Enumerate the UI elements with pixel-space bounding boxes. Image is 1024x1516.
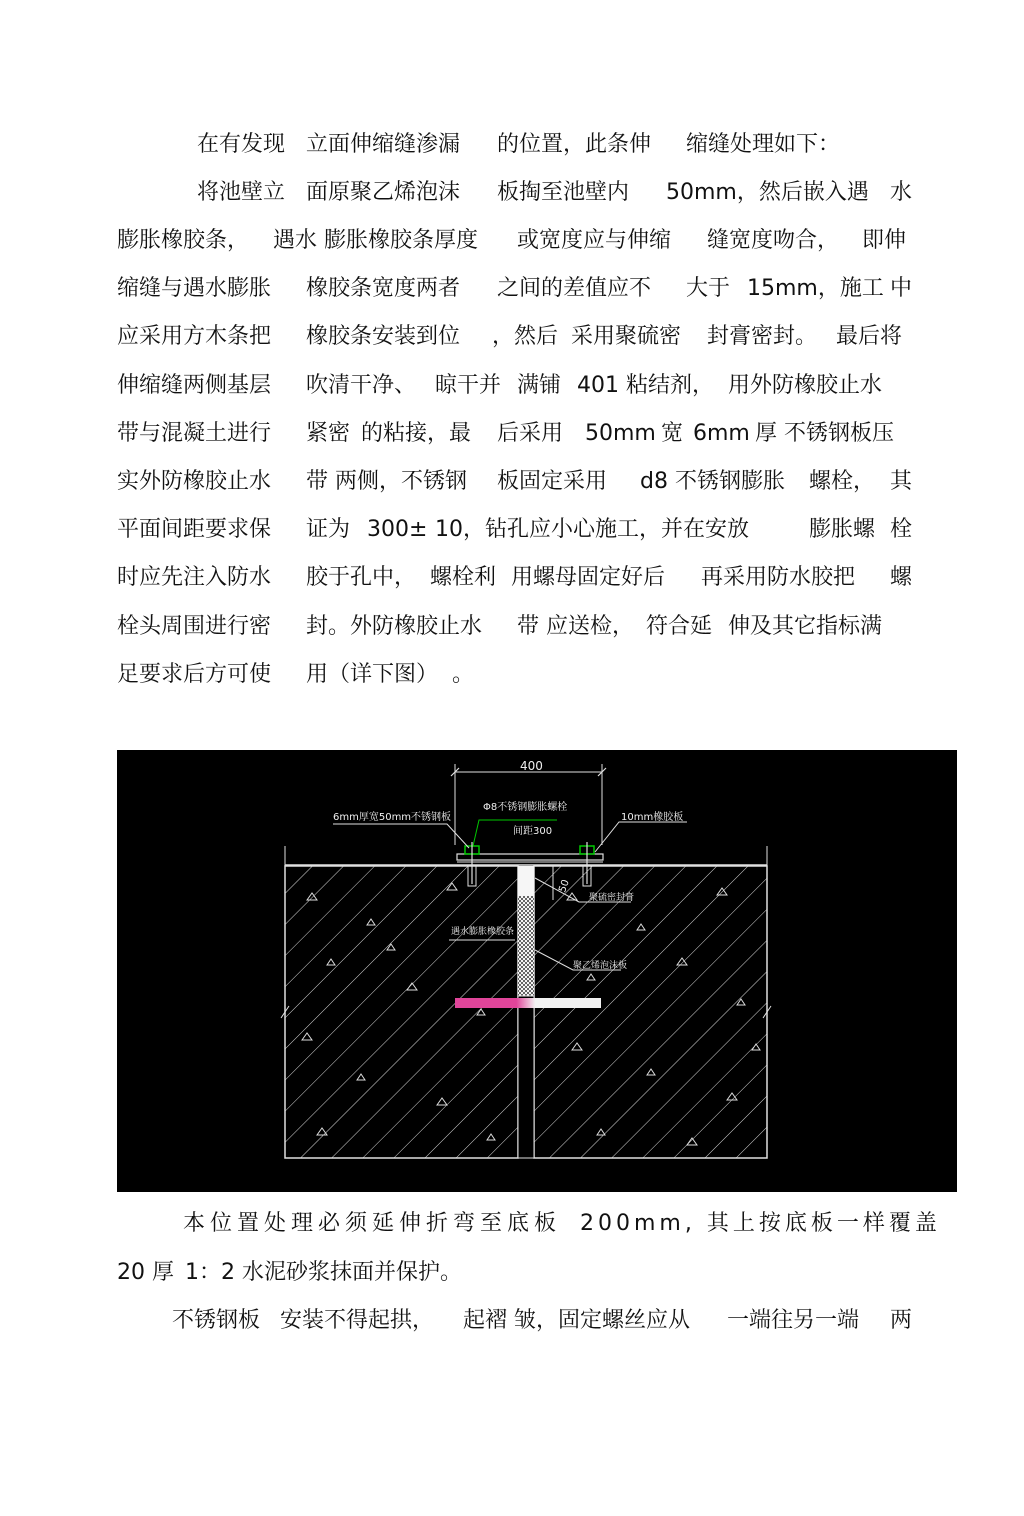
text-segment: 符合延 [646, 614, 713, 639]
text-line [0, 130, 841, 160]
text-segment: 用（详下图） [306, 662, 439, 687]
text-segment: 采用聚硫密 [571, 324, 682, 349]
text-segment: 紧密 [306, 421, 351, 446]
steel-plate [457, 854, 603, 860]
text-segment: 1：2 水泥砂浆抹面并保护。 [185, 1260, 462, 1285]
text-segment: 50mm，然后嵌入遇 [666, 180, 869, 205]
text-segment: 20 厚 [117, 1260, 174, 1285]
text-line [0, 563, 913, 593]
text-segment: 立面伸缩缝渗漏 [306, 132, 461, 157]
text-segment: 封膏密封。 [707, 324, 818, 349]
text-segment: 证为 [306, 517, 351, 542]
text-line [0, 515, 913, 545]
text-segment: 本位置处理必须延伸折弯至底板 [183, 1211, 562, 1236]
text-segment: 6mm [693, 421, 750, 446]
text-line [0, 419, 894, 449]
text-segment: 用外防橡胶止水 [728, 373, 883, 398]
dimension-label: 400 [520, 759, 543, 773]
text-segment: 栓 [890, 517, 913, 542]
text-segment: 其 [890, 469, 913, 494]
text-segment: 在有发现 [197, 132, 286, 157]
text-segment: 10，钻孔应小心施工，并在安放 [435, 517, 749, 542]
text-segment: 满铺 [517, 373, 562, 398]
text-segment: 再采用防水胶把 [701, 565, 856, 590]
text-segment: 面原聚乙烯泡沫 [306, 180, 461, 205]
text-segment: 应采用方木条把 [117, 324, 272, 349]
text-segment: 的粘接，最 [361, 421, 472, 446]
text-segment: 晾干并 [435, 373, 502, 398]
text-segment: 螺 [890, 565, 913, 590]
label-bolt: Φ8不锈钢膨胀螺栓 [483, 802, 568, 813]
text-segment: 带 两侧，不锈钢 [306, 469, 467, 494]
text-line [0, 274, 913, 304]
text-segment: 板掏至池壁内 [497, 180, 630, 205]
text-segment: 伸及其它指标满 [728, 614, 883, 639]
text-line [0, 371, 883, 401]
text-segment: 后采用 [497, 421, 564, 446]
text-segment: 或宽度应与伸缩 [517, 228, 672, 253]
text-segment: 实外防橡胶止水 [117, 469, 272, 494]
text-segment: 之间的差值应不 [497, 276, 652, 301]
text-segment: 401 [577, 373, 619, 398]
expansion-joint-detail-drawing [117, 750, 957, 1192]
text-segment: 厚 不锈钢板压 [755, 421, 894, 446]
text-segment: 带 应送检， [517, 614, 634, 639]
text-segment: 将池壁立 [197, 180, 286, 205]
text-segment: 栓头周围进行密 [117, 614, 272, 639]
text-segment: 300± [367, 517, 428, 542]
text-segment: 封。外防橡胶止水 [306, 614, 483, 639]
text-segment: 大于 [686, 276, 731, 301]
text-segment: 200mm, 其上按底板一样覆盖 [580, 1211, 941, 1236]
text-segment: 橡胶条安装到位 [306, 324, 461, 349]
text-segment: 螺栓， [809, 469, 876, 494]
text-segment: 中 [890, 276, 913, 301]
text-segment: 安装不得起拱， [280, 1308, 435, 1333]
text-line [0, 467, 913, 497]
text-segment: 起褶 皱，固定螺丝应从 [463, 1308, 690, 1333]
foam-board-joint [518, 996, 534, 1158]
text-segment: 粘结剂， [626, 373, 715, 398]
text-segment: 带与混凝土进行 [117, 421, 272, 446]
text-segment: 一端往另一端 [727, 1308, 860, 1333]
text-segment: 螺栓利 [430, 565, 497, 590]
text-segment: 缩缝与遇水膨胀 [117, 276, 272, 301]
text-line [0, 1306, 913, 1336]
drawing-canvas [117, 750, 957, 1192]
text-line [0, 226, 907, 256]
polysulfide-sealant [518, 866, 534, 896]
text-segment: 胶于孔中， [306, 565, 417, 590]
text-segment: 不锈钢板 [172, 1308, 261, 1333]
text-segment: 最后将 [836, 324, 903, 349]
text-segment: 的位置，此条伸 [497, 132, 652, 157]
text-line [0, 1209, 941, 1239]
text-segment: 水 [890, 180, 913, 205]
text-segment: 。 [452, 662, 475, 687]
text-segment: 两 [890, 1308, 913, 1333]
text-segment: 即伸 [862, 228, 907, 253]
text-segment: 橡胶条宽度两者 [306, 276, 461, 301]
text-segment: 15mm，施工 [747, 276, 884, 301]
text-segment: d8 不锈钢膨胀 [640, 469, 785, 494]
label-depth-50: 50 [557, 878, 572, 895]
text-line [0, 178, 913, 208]
text-segment: 宽 [661, 421, 684, 446]
water-swelling-rubber-strip [518, 896, 534, 996]
text-segment: 缩缝处理如下： [686, 132, 841, 157]
text-segment: 缝宽度吻合， [707, 228, 840, 253]
text-line [0, 612, 883, 642]
text-line [0, 660, 475, 690]
rubber-waterstop-strip [455, 998, 601, 1008]
text-segment: 平面间距要求保 [117, 517, 272, 542]
label-water-strip: 遇水膨胀橡胶条 [451, 927, 515, 937]
text-line [0, 1258, 462, 1288]
label-bolt-spacing: 间距300 [513, 826, 553, 837]
label-sealant: 聚硫密封膏 [589, 893, 635, 903]
text-segment: 膨胀橡胶条， [117, 228, 250, 253]
text-segment: 膨胀螺 [809, 517, 876, 542]
label-steel-plate: 6mm厚宽50mm不锈钢板 [333, 812, 452, 823]
label-rubber-plate: 10mm橡胶板 [621, 812, 684, 823]
text-segment: 时应先注入防水 [117, 565, 272, 590]
text-segment: ，然后 [492, 324, 559, 349]
text-segment: 50mm [585, 421, 656, 446]
text-segment: 遇水 膨胀橡胶条厚度 [273, 228, 478, 253]
text-segment: 足要求后方可使 [117, 662, 272, 687]
label-foam-board: 聚乙烯泡沫板 [573, 961, 628, 971]
leader-steel-plate [333, 824, 469, 848]
text-segment: 板固定采用 [497, 469, 608, 494]
text-segment: 伸缩缝两侧基层 [117, 373, 272, 398]
leader-rubber-plate [595, 822, 687, 852]
text-line [0, 322, 903, 352]
text-segment: 吹清干净、 [306, 373, 417, 398]
text-segment: 用螺母固定好后 [511, 565, 666, 590]
right-concrete-block [534, 866, 767, 1158]
